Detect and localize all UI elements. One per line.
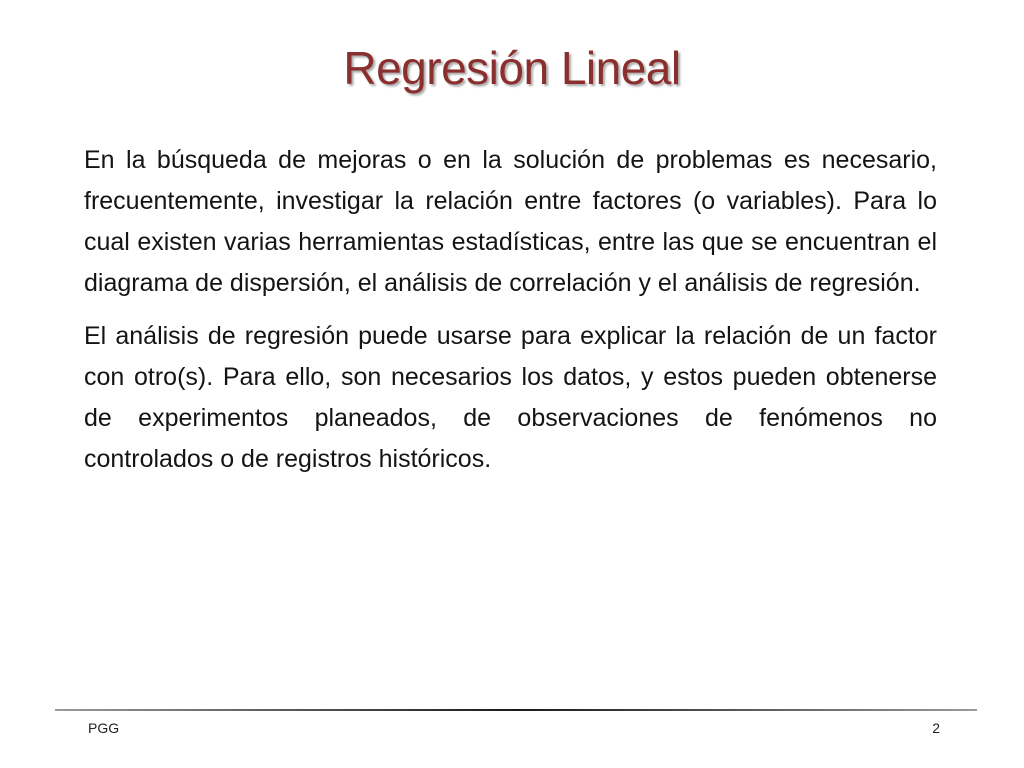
page-number: 2	[932, 720, 940, 736]
paragraph-2: El análisis de regresión puede usarse para explicar la relación de un factor con otro(s). Para ello, son necesarios los datos, y estos pueden obtenerse de experimentos planeados, de observaciones de fenómenos no controlados o de registros históricos.	[84, 322, 937, 473]
slide-body	[84, 140, 937, 480]
paragraph-1: En la búsqueda de mejoras o en la solución de problemas es necesario, frecuentemente, investigar la relación entre factores (o variables). Para lo cual existen varias herramientas estadísticas, entre las que se encuentran el diagrama de dispersión, el análisis de correlación y el análisis de regresión.	[84, 146, 937, 297]
slide-title: Regresión Lineal	[343, 42, 681, 94]
footer-divider	[55, 709, 977, 711]
footer-label: PGG	[88, 720, 120, 736]
